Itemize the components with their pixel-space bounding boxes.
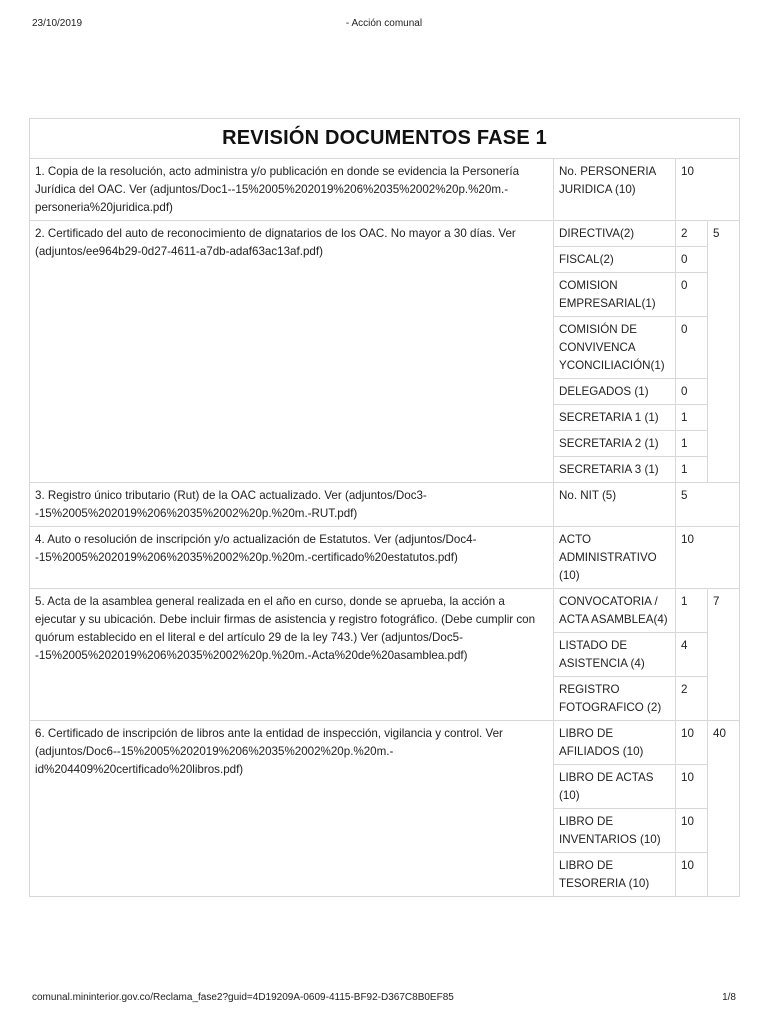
- item-label: DIRECTIVA(2): [554, 221, 676, 247]
- table-row: [30, 483, 740, 527]
- item-label: No. NIT (5): [554, 483, 676, 527]
- item-label: COMISION EMPRESARIAL(1): [554, 273, 676, 317]
- item-score: 5: [676, 483, 740, 527]
- item-label: SECRETARIA 3 (1): [554, 457, 676, 483]
- item-score: 0: [676, 273, 708, 317]
- item-label: No. PERSONERIA JURIDICA (10): [554, 159, 676, 221]
- item-score: 2: [676, 677, 708, 721]
- print-page-number: 1/8: [722, 992, 736, 1003]
- item-label: LIBRO DE AFILIADOS (10): [554, 721, 676, 765]
- print-url: comunal.mininterior.gov.co/Reclama_fase2?guid=4D19209A-0609-4115-BF92-D367C8B0EF85: [32, 992, 454, 1003]
- item-score: 0: [676, 379, 708, 405]
- requirement-text: 4. Auto o resolución de inscripción y/o actualización de Estatutos. Ver (adjuntos/Doc4--15%2005%202019%206%2035%2002%20p.%20m.-certificado%20estatutos.pdf): [30, 527, 554, 589]
- requirement-text: 6. Certificado de inscripción de libros ante la entidad de inspección, vigilancia y control. Ver (adjuntos/Doc6--15%2005%202019%206%2035%2002%20p.%20m.-id%204409%20certificado%20libros.pdf): [30, 721, 554, 897]
- table-title: REVISIÓN DOCUMENTOS FASE 1: [30, 119, 740, 159]
- item-label: LIBRO DE TESORERIA (10): [554, 853, 676, 897]
- item-score: 0: [676, 317, 708, 379]
- item-score: 4: [676, 633, 708, 677]
- table-row: [30, 527, 740, 589]
- table-row: [30, 159, 740, 221]
- item-score: 10: [676, 809, 708, 853]
- requirement-text: 2. Certificado del auto de reconocimiento de dignatarios de los OAC. No mayor a 30 días. Ver (adjuntos/ee964b29-0d27-4611-a7db-adaf63ac13af.pdf): [30, 221, 554, 483]
- section-total: 5: [708, 221, 740, 483]
- table-row: [30, 589, 740, 633]
- item-label: LISTADO DE ASISTENCIA (4): [554, 633, 676, 677]
- review-table: [29, 118, 740, 897]
- item-label: FISCAL(2): [554, 247, 676, 273]
- item-score: 1: [676, 457, 708, 483]
- item-score: 10: [676, 765, 708, 809]
- item-label: SECRETARIA 2 (1): [554, 431, 676, 457]
- item-score: 10: [676, 159, 740, 221]
- item-label: LIBRO DE ACTAS (10): [554, 765, 676, 809]
- item-score: 1: [676, 431, 708, 457]
- item-score: 10: [676, 527, 740, 589]
- item-score: 1: [676, 589, 708, 633]
- item-label: SECRETARIA 1 (1): [554, 405, 676, 431]
- print-page-title: - Acción comunal: [345, 18, 423, 29]
- table-row: [30, 221, 740, 247]
- section-total: 7: [708, 589, 740, 721]
- item-label: REGISTRO FOTOGRAFICO (2): [554, 677, 676, 721]
- requirement-text: 3. Registro único tributario (Rut) de la OAC actualizado. Ver (adjuntos/Doc3--15%2005%202019%206%2035%2002%20p.%20m.-RUT.pdf): [30, 483, 554, 527]
- item-score: 10: [676, 721, 708, 765]
- item-label: LIBRO DE INVENTARIOS (10): [554, 809, 676, 853]
- section-total: 40: [708, 721, 740, 897]
- requirement-text: 1. Copia de la resolución, acto administra y/o publicación en donde se evidencia la Personería Jurídica del OAC. Ver (adjuntos/Doc1--15%2005%202019%206%2035%2002%20p.%20m.-personeria%20juridica.pdf): [30, 159, 554, 221]
- requirement-text: 5. Acta de la asamblea general realizada en el año en curso, donde se aprueba, la acción a ejecutar y su ubicación. Debe incluir firmas de asistencia y registro fotográfico. (Debe cumplir con quórum establecido en el literal e del artículo 29 de la ley 743.) Ver (adjuntos/Doc5--15%2005%202019%206%2035%2002%20p.%20m.-Acta%20de%20asamblea.pdf): [30, 589, 554, 721]
- item-label: CONVOCATORIA / ACTA ASAMBLEA(4): [554, 589, 676, 633]
- item-label: ACTO ADMINISTRATIVO (10): [554, 527, 676, 589]
- item-score: 2: [676, 221, 708, 247]
- item-label: COMISIÓN DE CONVIVENCA YCONCILIACIÓN(1): [554, 317, 676, 379]
- table-row: [30, 721, 740, 765]
- item-score: 10: [676, 853, 708, 897]
- item-score: 0: [676, 247, 708, 273]
- item-label: DELEGADOS (1): [554, 379, 676, 405]
- print-date: 23/10/2019: [32, 18, 83, 29]
- item-score: 1: [676, 405, 708, 431]
